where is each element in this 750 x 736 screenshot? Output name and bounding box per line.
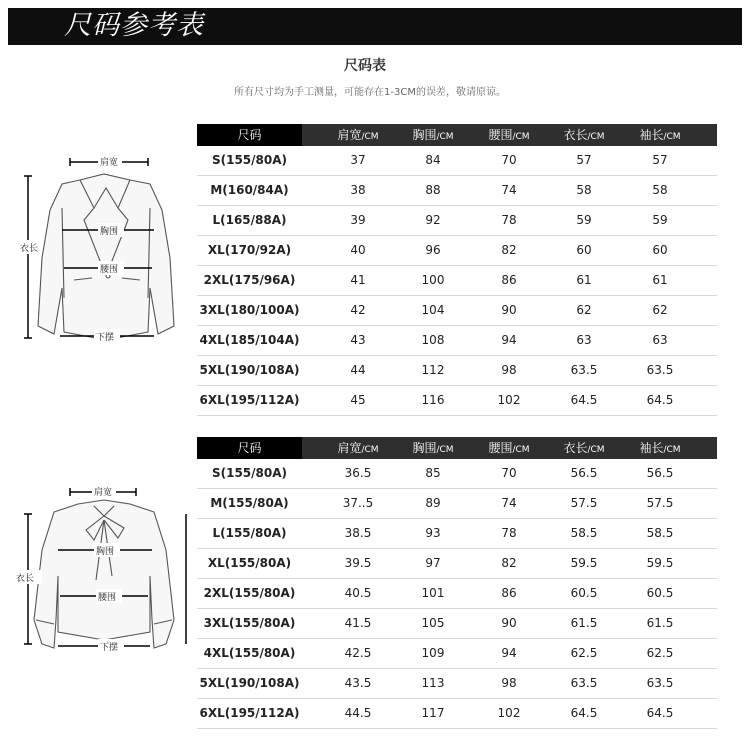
cell-waist: 74 [501, 496, 517, 510]
cell-shoulder: 39.5 [344, 556, 372, 570]
cell-length: 56.5 [570, 466, 598, 480]
page-title: 尺码表 [344, 58, 386, 74]
cell-chest: 116 [421, 393, 445, 407]
cell-size: 3XL(155/80A) [203, 616, 296, 630]
cell-length: 63.5 [570, 676, 598, 690]
table-body [197, 459, 717, 729]
label-chest: 胸围 [100, 227, 119, 237]
cell-waist: 102 [497, 706, 521, 720]
cell-shoulder: 38.5 [344, 526, 372, 540]
table-row [197, 146, 717, 176]
table-row [197, 266, 717, 296]
cell-length: 61 [576, 273, 592, 287]
cell-sleeve: 57.5 [646, 496, 674, 510]
table-row [197, 549, 717, 579]
cell-length: 64.5 [570, 393, 598, 407]
label-length: 衣长 [20, 244, 39, 254]
cell-waist: 86 [501, 586, 517, 600]
cell-size: 5XL(190/108A) [199, 363, 300, 377]
cell-length: 60 [576, 243, 592, 257]
cell-chest: 88 [425, 183, 441, 197]
cell-waist: 70 [501, 466, 517, 480]
cell-waist: 102 [497, 393, 521, 407]
cell-size: S(155/80A) [211, 466, 288, 480]
cell-shoulder: 44 [350, 363, 366, 377]
cell-chest: 101 [421, 586, 445, 600]
cell-chest: 100 [421, 273, 445, 287]
cell-waist: 82 [501, 556, 517, 570]
cell-waist: 90 [501, 616, 517, 630]
cell-chest: 84 [425, 153, 441, 167]
table-row [197, 326, 717, 356]
cell-waist: 78 [501, 526, 517, 540]
cell-shoulder: 40.5 [344, 586, 372, 600]
cell-size: XL(155/80A) [207, 556, 292, 570]
table-row [197, 356, 717, 386]
header-waist: 腰围/CM [488, 128, 530, 142]
cell-chest: 104 [421, 303, 445, 317]
cell-shoulder: 40 [350, 243, 366, 257]
cell-sleeve: 62 [652, 303, 668, 317]
cell-size: XL(170/92A) [207, 243, 292, 257]
measurement-note: 所有尺寸均为手工测量，可能存在1-3CM的误差，敬请原谅。 [234, 87, 506, 98]
cell-shoulder: 38 [350, 183, 366, 197]
cell-length: 62 [576, 303, 592, 317]
banner-title: 尺码参考表 [64, 10, 204, 41]
cell-shoulder: 39 [350, 213, 366, 227]
label-hem-2: 下摆 [100, 643, 119, 653]
table-header [197, 437, 717, 459]
header-banner [8, 8, 742, 45]
cell-size: 4XL(155/80A) [203, 646, 296, 660]
cell-shoulder: 37..5 [342, 496, 374, 510]
label-shoulder: 肩宽 [100, 158, 119, 168]
cell-waist: 74 [501, 183, 517, 197]
header-length: 衣长/CM [563, 441, 605, 455]
label-shoulder-2: 肩宽 [94, 488, 113, 498]
table-row [197, 609, 717, 639]
header-shoulder: 肩宽/CM [337, 128, 379, 142]
cell-length: 61.5 [570, 616, 598, 630]
cell-length: 57 [576, 153, 592, 167]
cell-chest: 93 [425, 526, 441, 540]
header-size: 尺码 [237, 128, 262, 142]
table-row [197, 639, 717, 669]
cell-size: 4XL(185/104A) [199, 333, 300, 347]
cell-chest: 108 [421, 333, 445, 347]
cell-size: L(155/80A) [212, 526, 287, 540]
header-sleeve: 袖长/CM [639, 441, 681, 455]
header-chest: 胸围/CM [412, 128, 454, 142]
cell-sleeve: 60 [652, 243, 668, 257]
cell-sleeve: 59 [652, 213, 668, 227]
table-row [197, 206, 717, 236]
label-length-2: 衣长 [16, 574, 35, 584]
cell-sleeve: 64.5 [646, 706, 674, 720]
cell-chest: 117 [421, 706, 445, 720]
cell-size: 3XL(180/100A) [199, 303, 300, 317]
cell-shoulder: 41.5 [344, 616, 372, 630]
cell-waist: 86 [501, 273, 517, 287]
cell-chest: 97 [425, 556, 441, 570]
cell-size: M(155/80A) [210, 496, 289, 510]
table-row [197, 579, 717, 609]
table-row [197, 699, 717, 729]
cell-length: 60.5 [570, 586, 598, 600]
cell-shoulder: 36.5 [344, 466, 372, 480]
label-waist-2: 腰围 [98, 593, 117, 603]
cell-size: L(165/88A) [212, 213, 287, 227]
size-table-jacket [197, 124, 717, 416]
cell-size: 5XL(190/108A) [199, 676, 300, 690]
cell-sleeve: 62.5 [646, 646, 674, 660]
header-shoulder: 肩宽/CM [337, 441, 379, 455]
cell-sleeve: 61.5 [646, 616, 674, 630]
cell-size: M(160/84A) [210, 183, 289, 197]
cell-shoulder: 45 [350, 393, 366, 407]
jacket-illustration [18, 148, 190, 348]
cell-waist: 94 [501, 646, 517, 660]
header-sleeve: 袖长/CM [639, 128, 681, 142]
label-hem: 下摆 [96, 333, 115, 343]
cell-sleeve: 58.5 [646, 526, 674, 540]
cell-size: 6XL(195/112A) [199, 706, 300, 720]
cell-waist: 78 [501, 213, 517, 227]
cell-length: 58 [576, 183, 592, 197]
cell-size: S(155/80A) [211, 153, 288, 167]
cell-waist: 90 [501, 303, 517, 317]
cell-waist: 98 [501, 676, 517, 690]
cell-size: 2XL(155/80A) [203, 586, 296, 600]
label-waist: 腰围 [100, 265, 119, 275]
table-header [197, 124, 717, 146]
cell-sleeve: 63.5 [646, 363, 674, 377]
cell-size: 2XL(175/96A) [203, 273, 296, 287]
cell-size: 6XL(195/112A) [199, 393, 300, 407]
cell-shoulder: 42 [350, 303, 366, 317]
blouse-illustration [14, 480, 194, 660]
cell-length: 64.5 [570, 706, 598, 720]
table-row [197, 669, 717, 699]
table-row [197, 459, 717, 489]
header-size: 尺码 [237, 441, 262, 455]
cell-chest: 109 [421, 646, 445, 660]
cell-waist: 70 [501, 153, 517, 167]
cell-shoulder: 37 [350, 153, 366, 167]
cell-sleeve: 60.5 [646, 586, 674, 600]
cell-shoulder: 44.5 [344, 706, 372, 720]
cell-waist: 82 [501, 243, 517, 257]
cell-chest: 85 [425, 466, 441, 480]
table-row [197, 489, 717, 519]
cell-length: 63 [576, 333, 592, 347]
cell-length: 59.5 [570, 556, 598, 570]
header-chest: 胸围/CM [412, 441, 454, 455]
label-chest-2: 胸围 [96, 547, 115, 557]
cell-shoulder: 41 [350, 273, 366, 287]
cell-chest: 96 [425, 243, 441, 257]
cell-sleeve: 56.5 [646, 466, 674, 480]
cell-chest: 92 [425, 213, 441, 227]
cell-sleeve: 63 [652, 333, 668, 347]
cell-sleeve: 57 [652, 153, 668, 167]
table-body [197, 146, 717, 416]
cell-sleeve: 59.5 [646, 556, 674, 570]
cell-chest: 89 [425, 496, 441, 510]
table-row [197, 176, 717, 206]
cell-waist: 98 [501, 363, 517, 377]
table-row [197, 519, 717, 549]
cell-shoulder: 43.5 [344, 676, 372, 690]
size-table-blouse [197, 437, 717, 729]
table-row [197, 386, 717, 416]
cell-sleeve: 64.5 [646, 393, 674, 407]
cell-length: 58.5 [570, 526, 598, 540]
header-length: 衣长/CM [563, 128, 605, 142]
table-row [197, 236, 717, 266]
cell-shoulder: 43 [350, 333, 366, 347]
cell-chest: 105 [421, 616, 445, 630]
cell-sleeve: 61 [652, 273, 668, 287]
cell-length: 63.5 [570, 363, 598, 377]
cell-chest: 112 [421, 363, 445, 377]
header-waist: 腰围/CM [488, 441, 530, 455]
cell-chest: 113 [421, 676, 445, 690]
table-row [197, 296, 717, 326]
cell-length: 59 [576, 213, 592, 227]
cell-sleeve: 63.5 [646, 676, 674, 690]
cell-sleeve: 58 [652, 183, 668, 197]
cell-shoulder: 42.5 [344, 646, 372, 660]
cell-length: 57.5 [570, 496, 598, 510]
cell-length: 62.5 [570, 646, 598, 660]
cell-waist: 94 [501, 333, 517, 347]
